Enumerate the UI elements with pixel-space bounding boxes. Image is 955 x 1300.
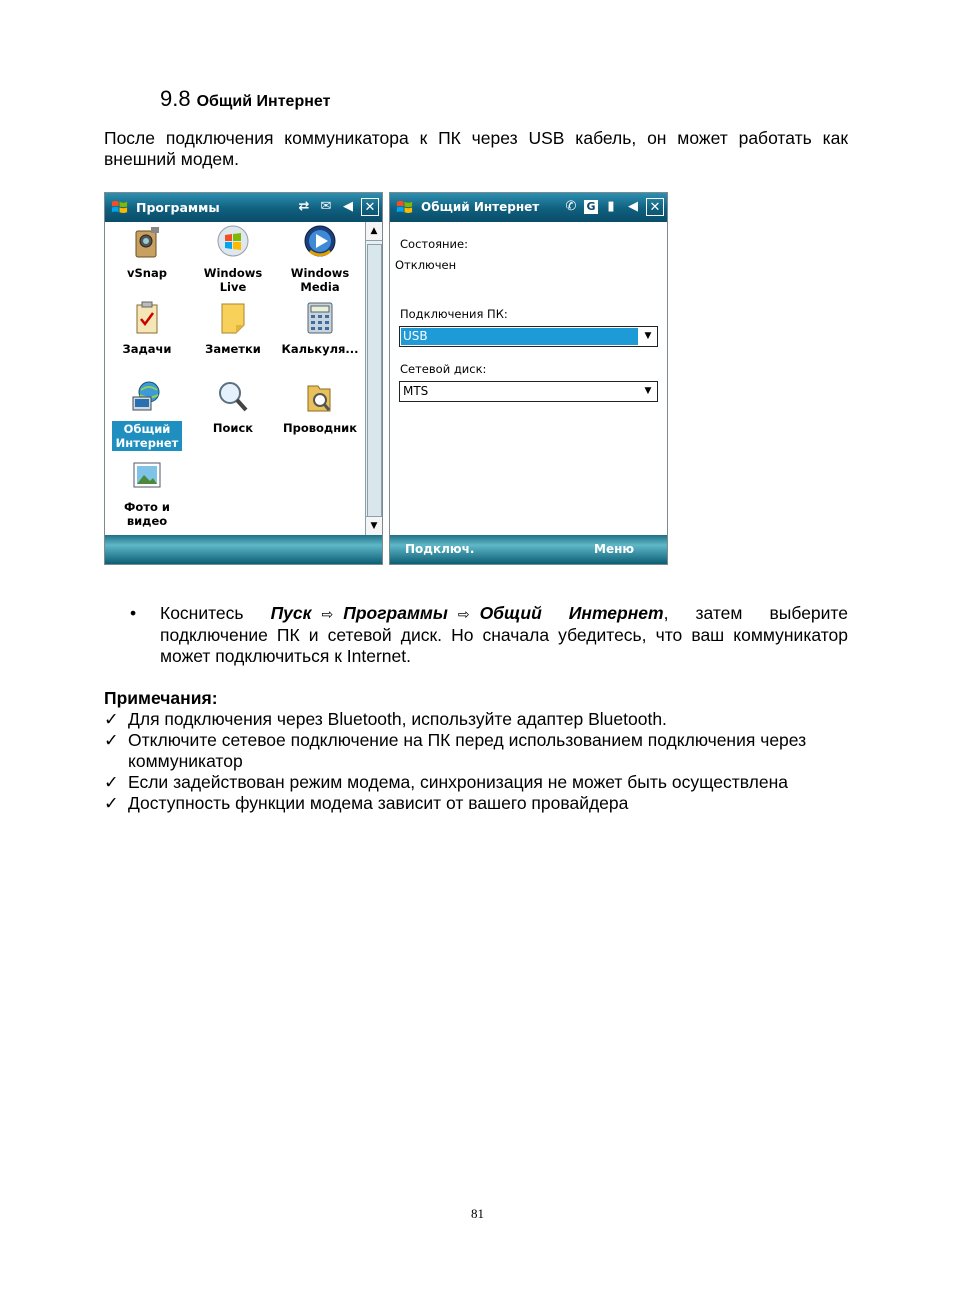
inbox-icon[interactable]: ✉ [320,199,332,214]
section-number: 9.8 [160,86,191,111]
volume-mute-icon[interactable]: ◀ [628,199,638,214]
note-text: Отключите сетевое подключение на ПК перед использованием подключения через коммуникатор [128,730,807,771]
instruction-text [160,603,848,667]
arrow-icon: ⇨ [321,606,334,622]
search-icon [217,380,249,414]
checkmark-icon: ✓ [104,709,119,729]
programs-scrollbar[interactable] [365,222,382,535]
volume-mute-icon[interactable]: ◀ [343,199,353,214]
program-explorer[interactable]: Проводник [280,380,360,435]
note-item [104,772,848,793]
phone-icon[interactable]: ✆ [565,199,577,214]
instruction-rest: , затем выберите подключение ПК и сетевой диск. Но сначала убедитесь, что ваш коммуникатор может подключиться к Internet. [160,603,848,666]
scroll-thumb[interactable] [367,244,382,546]
network-label: Сетевой диск: [400,362,487,376]
arrow-icon: ⇨ [457,606,470,622]
scroll-up-button[interactable]: ▲ [366,222,382,241]
status-label: Состояние: [400,237,468,251]
internet-sharing-icon [131,380,163,414]
checkmark-icon: ✓ [104,793,119,813]
instruction-lead: Коснитесь [160,603,244,623]
step-start: Пуск [270,603,312,623]
menu-softkey[interactable]: Меню [594,542,635,556]
signal-icon[interactable]: ▮ [607,199,615,214]
note-item [104,709,848,730]
connect-softkey[interactable]: Подключ. [405,542,475,556]
program-search[interactable]: Поиск [193,380,273,435]
bullet-dot: • [130,603,137,623]
step-internet-sharing: Общий Интернет [479,603,664,623]
scroll-down-button[interactable]: ▼ [366,516,382,535]
notes-section [104,688,848,814]
programs-titlebar [105,193,382,222]
program-vsnap[interactable]: vSnap [107,225,187,280]
chevron-down-icon[interactable]: ▼ [644,331,652,341]
close-button[interactable]: ✕ [361,198,379,216]
internet-sharing-screen [389,192,668,565]
note-text: Если задействован режим модема, синхронизация не может быть осуществлена [128,772,789,792]
program-photos[interactable]: Фото и видео [107,459,187,528]
checkmark-icon: ✓ [104,772,119,792]
pc-connection-select[interactable] [399,326,658,347]
program-notes[interactable]: Заметки [193,301,273,356]
program-windows-live[interactable]: Windows Live [193,225,273,294]
step-programs: Программы [343,603,448,623]
sharing-titlebar [390,193,667,222]
windows-live-icon [217,225,249,259]
network-value: MTS [403,384,429,398]
chevron-down-icon[interactable]: ▼ [644,386,652,396]
program-calculator[interactable]: Калькуля... [280,301,360,356]
notes-icon [217,301,249,335]
note-text: Доступность функции модема зависит от вашего провайдера [128,793,629,813]
notes-heading: Примечания: [104,688,218,708]
note-item [104,793,848,814]
sharing-softkey-bar [390,535,667,564]
page-number: 81 [471,1206,484,1221]
camera-icon [131,225,163,259]
sync-icon[interactable]: ⇄ [298,199,310,214]
sharing-title: Общий Интернет [421,200,540,214]
checkmark-icon: ✓ [104,730,119,750]
programs-softkey-bar [105,535,382,564]
tasks-icon [131,301,163,335]
close-button[interactable]: ✕ [646,198,664,216]
network-type-icon[interactable]: G [584,200,598,214]
windows-start-icon[interactable] [110,198,129,217]
program-internet-sharing[interactable]: Общий Интернет [107,380,187,451]
windows-start-icon[interactable] [395,198,414,217]
program-tasks[interactable]: Задачи [107,301,187,356]
pc-connection-value: USB [401,328,638,345]
programs-title: Программы [136,200,220,215]
programs-screen [104,192,383,565]
network-select[interactable] [399,381,658,402]
pc-connection-label: Подключения ПК: [400,307,508,321]
section-title: Общий Интернет [196,93,331,110]
windows-media-icon [304,225,336,259]
status-value: Отключен [395,258,457,272]
intro-text: После подключения коммуникатора к ПК через USB кабель, он может работать как внешний модем. [104,128,848,169]
photo-icon [131,459,163,493]
section-heading [160,86,330,112]
calculator-icon [304,301,336,335]
intro-paragraph [104,128,848,170]
instruction-item [104,603,848,667]
explorer-icon [304,380,336,414]
program-windows-media[interactable]: Windows Media [280,225,360,294]
note-item [104,730,848,772]
note-text: Для подключения через Bluetooth, используйте адаптер Bluetooth. [128,709,667,729]
